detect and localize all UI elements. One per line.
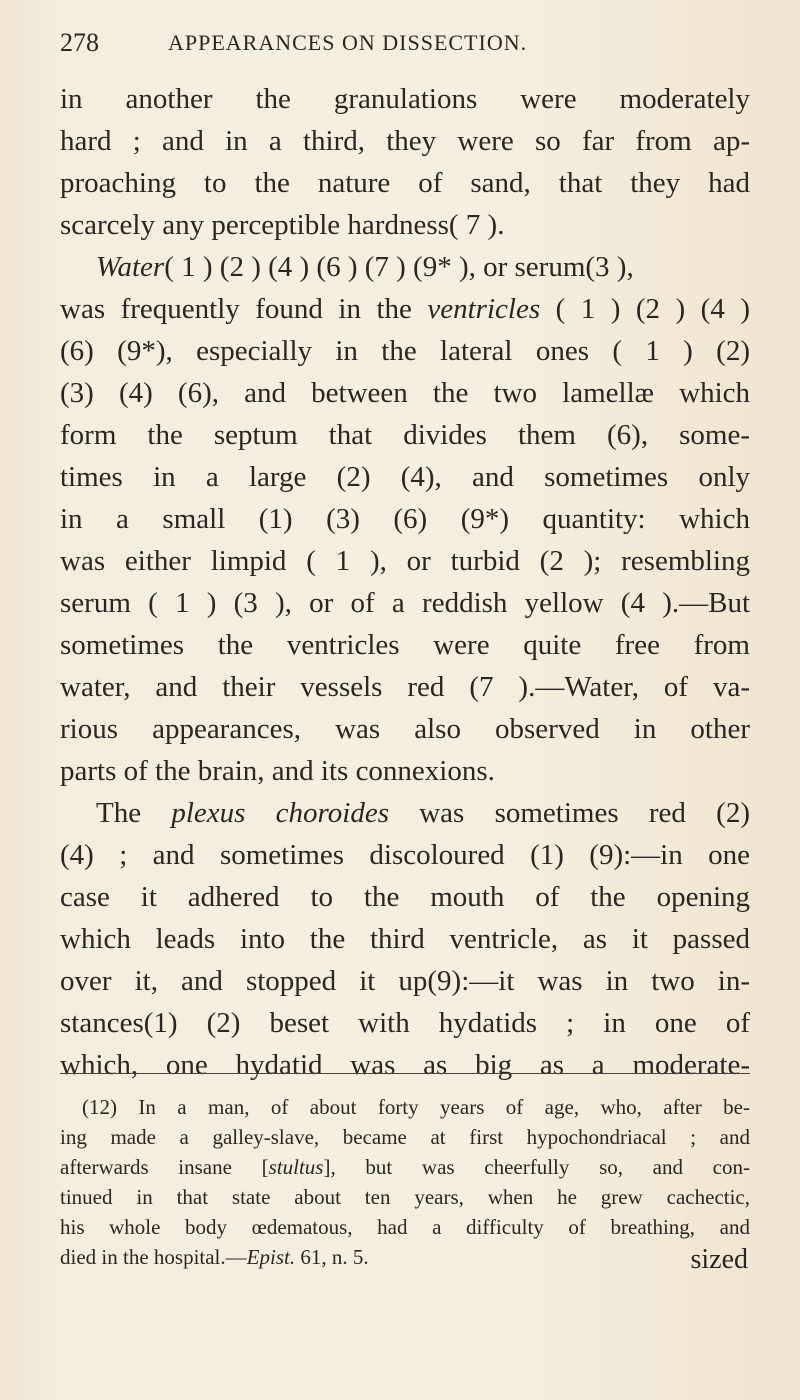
text-line: which, one hydatid was as big as a moderate- [60, 1049, 750, 1081]
text-run: ( 1 ) (2 ) (4 ) [540, 293, 750, 325]
text-line: serum ( 1 ) (3 ), or of a reddish yellow (4 ).—But [60, 587, 750, 619]
footnote-line: (12) In a man, of about forty years of age, who, after be- [82, 1095, 750, 1119]
text-line: sometimes the ventricles were quite free from [60, 629, 750, 661]
text-run: ], but was cheerfully so, and con- [323, 1155, 750, 1179]
running-head: APPEARANCES ON DISSECTION. [168, 30, 528, 55]
text-line: over it, and stopped it up(9):—it was in two in- [60, 965, 750, 997]
footnote [60, 1092, 750, 1272]
text-line: (4) ; and sometimes discoloured (1) (9):—in one [60, 839, 750, 871]
catchword: sized [690, 1244, 748, 1275]
footnote-rule [60, 1073, 750, 1074]
footnote-line: his whole body œdematous, had a difficulty of breathing, and [60, 1215, 750, 1239]
text-line: scarcely any perceptible hardness( 7 ). [60, 209, 505, 241]
text-run: afterwards insane [ [60, 1155, 269, 1179]
italic-term: stultus [268, 1155, 324, 1179]
text-line: (3) (4) (6), and between the two lamellæ which [60, 377, 750, 409]
page-header [60, 28, 750, 68]
italic-term: Water [96, 251, 165, 283]
text-line: times in a large (2) (4), and sometimes only [60, 461, 750, 493]
text-line: case it adhered to the mouth of the opening [60, 881, 750, 913]
body-text [60, 78, 750, 1086]
page-number: 278 [60, 28, 99, 57]
text-line: parts of the brain, and its connexions. [60, 755, 495, 787]
text-line: in a small (1) (3) (6) (9*) quantity: which [60, 503, 750, 535]
text-run: was frequently found in the [60, 293, 428, 325]
text-run: 61, n. 5. [295, 1245, 369, 1269]
text-run: ( 1 ) (2 ) (4 ) (6 ) (7 ) (9* ), or serum(3 ), [164, 251, 634, 283]
text-run: was sometimes red (2) [388, 797, 750, 829]
italic-term: ventricles [427, 293, 541, 325]
text-line: form the septum that divides them (6), some- [60, 419, 750, 451]
text-line: proaching to the nature of sand, that they had [60, 167, 750, 199]
text-run: died in the hospital.— [60, 1245, 247, 1269]
text-line [60, 792, 750, 834]
text-line [60, 246, 750, 288]
footnote-line [60, 1152, 750, 1182]
footnote-line: tinued in that state about ten years, when he grew cachectic, [60, 1185, 750, 1209]
italic-term: Epist. [246, 1245, 296, 1269]
text-line: (6) (9*), especially in the lateral ones ( 1 ) (2) [60, 335, 750, 367]
text-line: rious appearances, was also observed in other [60, 713, 750, 745]
text-line: water, and their vessels red (7 ).—Water, of va- [60, 671, 750, 703]
text-line [60, 288, 750, 330]
text-line: in another the granulations were moderately [60, 83, 750, 115]
text-line: hard ; and in a third, they were so far from ap- [60, 125, 750, 157]
footnote-line: ing made a galley-slave, became at first hypochondriacal ; and [60, 1125, 750, 1149]
text-line: stances(1) (2) beset with hydatids ; in one of [60, 1007, 750, 1039]
text-run: The [96, 797, 172, 829]
text-line: which leads into the third ventricle, as it passed [60, 923, 750, 955]
text-line: was either limpid ( 1 ), or turbid (2 ); resembling [60, 545, 750, 577]
italic-term: plexus choroides [171, 797, 389, 829]
footnote-line [60, 1242, 750, 1272]
